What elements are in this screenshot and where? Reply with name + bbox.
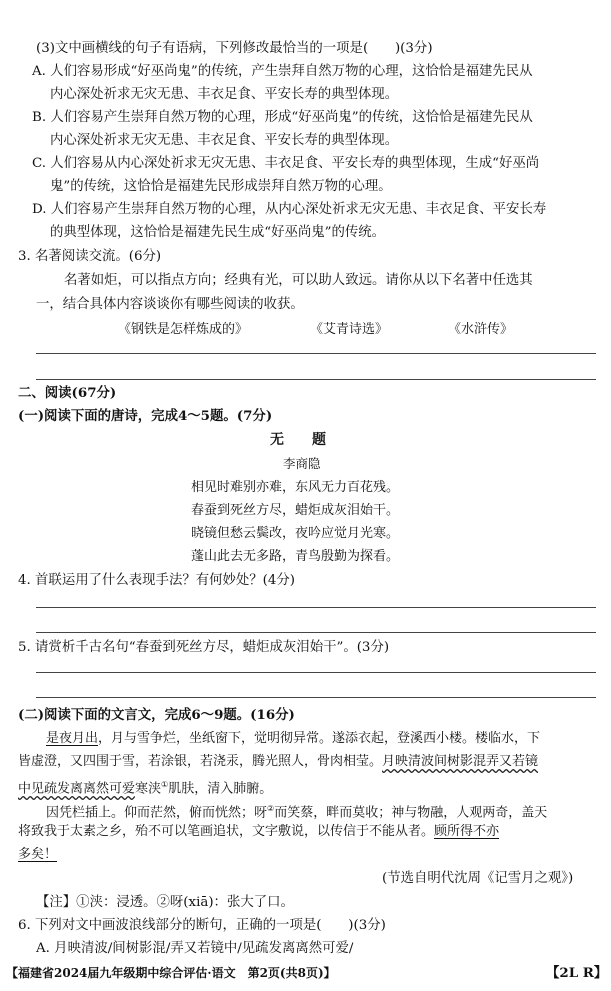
q3-title: 3. 名著阅读交流。(6分) [18, 249, 162, 264]
q5: 5. 请赏析千古名句“春蚕到死丝方尽，蜡炬成灰泪始干”。(3分) [18, 640, 390, 655]
q3-body-line1: 名著如炬，可以指点方向；经典有光，可以助人致远。请你从以下名著中任选其 [64, 273, 533, 288]
option-a-line2: 内心深处祈求无灾无患、丰衣足食、平安长寿的典型体现。 [50, 87, 399, 102]
option-b-line1: B. 人们容易产生崇拜自然万物的心理，形成“好巫尚鬼”的传统，这恰恰是福建先民从 [32, 110, 533, 125]
poem-line: 春蚕到死丝方尽，蜡炬成灰泪始干。 [191, 503, 400, 518]
option-c-line2: 鬼”的传统，这恰恰是福建先民形成崇拜自然万物的心理。 [50, 179, 392, 194]
passage-line5: 将致我于太素之乡，殆不可以笔画追状，文字敷说，以传信于不能从者。顾所得不亦 [18, 824, 500, 839]
q6: 6. 下列对文中画波浪线部分的断句，正确的一项是( )(3分) [18, 918, 386, 933]
answer-line[interactable] [36, 632, 596, 633]
passage-line3: 中见疏发离离然可爱寒浃①肌肤，清入肺腑。 [18, 780, 273, 797]
answer-line[interactable] [36, 353, 596, 354]
wavy-underlined-text: 中见疏发离离然可爱 [18, 781, 136, 797]
answer-line[interactable] [36, 672, 596, 673]
underlined-sentence: 多矣！ [18, 847, 58, 862]
poem-author: 李商隐 [283, 456, 321, 471]
option-c-line1: C. 人们容易从内心深处祈求无灾无患、丰衣足食、平安长寿的典型体现，生成“好巫尚 [32, 156, 540, 171]
option-b-line2: 内心深处祈求无灾无患、丰衣足食、平安长寿的典型体现。 [50, 133, 399, 148]
underlined-sentence: 是夜月出 [46, 731, 99, 746]
underlined-sentence: 顾所得不亦 [434, 824, 500, 839]
q6-option-a: A. 月映清波/间树影混/弄又若镜中/见疏发离离然可爱/ [36, 941, 354, 956]
passage-line4: 因凭栏插上。仰而茫然，俯而恍然；呀②而笑蔡，畔而莫收；神与物融，人观两奇，盖天 [46, 804, 548, 821]
footer-left: 【福建省2024届九年级期中综合评估·语文 第2页(共8页)】 [6, 966, 336, 980]
passage-line2: 皆虚澄，又四围于雪，若涂银，若浇汞，腾光照人，骨肉相莹。月映清波间树影混弄又若镜 [18, 754, 539, 769]
option-a-line1: A. 人们容易形成“好巫尚鬼”的传统，产生崇拜自然万物的心理，这恰恰是福建先民从 [32, 64, 533, 79]
q4: 4. 首联运用了什么表现手法？有何妙处？(4分) [18, 573, 296, 588]
footer-code: 【2L R】 [546, 965, 608, 981]
section-title: 二、阅读(67分) [18, 385, 117, 401]
annotation-note: 【注】①浃：浸透。②呀(xiā)：张大了口。 [36, 895, 294, 910]
q3-sub-stem: (3)文中画横线的句子有语病，下列修改最恰当的一项是( )(3分) [36, 41, 433, 56]
passage-line1: 是夜月出，月与雪争烂，坐纸窗下，觉明彻异常。遂添衣起，登溪西小楼。楼临水，下 [46, 731, 541, 746]
passage-source: (节选自明代沈周《记雪月之观》) [382, 871, 574, 886]
passage-line6 [18, 846, 57, 864]
poem-line: 晓镜但愁云鬓改，夜吟应觉月光寒。 [191, 526, 400, 541]
book-2: 《艾青诗选》 [310, 322, 389, 337]
wavy-underlined-text: 月映清波间树影混弄又若镜 [382, 754, 539, 769]
answer-line[interactable] [36, 607, 596, 608]
poem-line: 相见时难别亦难，东风无力百花残。 [191, 480, 400, 495]
part2-title: (二)阅读下面的文言文，完成6～9题。(16分) [18, 707, 295, 723]
poem-title: 无 题 [270, 432, 326, 448]
option-d-line2: 的典型体现，这恰恰是福建先民生成“好巫尚鬼”的传统。 [50, 225, 386, 240]
book-3: 《水浒传》 [448, 322, 514, 337]
q3-body-line2: 一，结合具体内容谈谈你有哪些阅读的收获。 [36, 297, 304, 312]
answer-line[interactable] [36, 379, 596, 380]
option-d-line1: D. 人们容易产生崇拜自然万物的心理，从内心深处祈求无灾无患、丰衣足食、平安长寿 [32, 202, 547, 217]
page-footer [0, 962, 611, 984]
book-1: 《钢铁是怎样炼成的》 [118, 322, 249, 337]
poem-line: 蓬山此去无多路，青鸟殷勤为探看。 [191, 549, 400, 564]
part1-title: (一)阅读下面的唐诗，完成4～5题。(7分) [18, 408, 273, 424]
answer-line[interactable] [36, 697, 596, 698]
